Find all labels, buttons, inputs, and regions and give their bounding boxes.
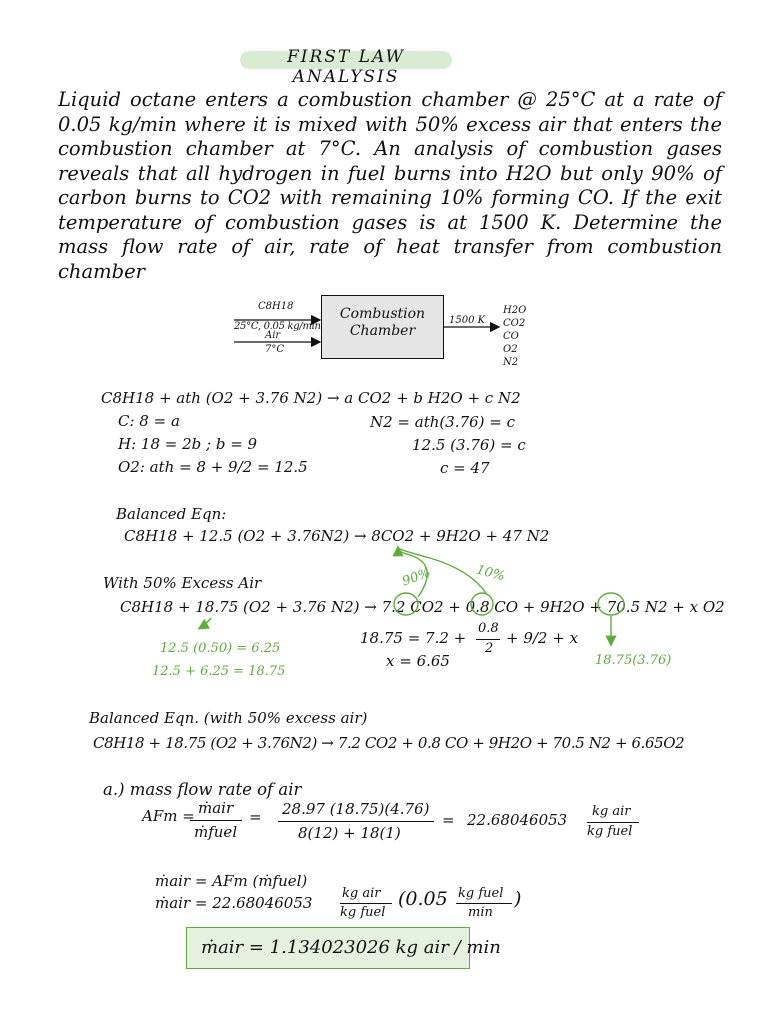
product-o2: O2 (503, 344, 518, 355)
mair-step1: ṁair = AFm (ṁfuel) (155, 872, 308, 890)
af-unit-num: kg air (592, 804, 631, 819)
af-result: 22.68046053 (467, 811, 568, 829)
page-title: FIRST LAW ANALYSIS (286, 47, 406, 87)
step2-unit-num: kg air (342, 886, 381, 901)
o2-balance-frac-den: 2 (485, 641, 494, 656)
product-n2: N2 (503, 357, 519, 368)
title-block (240, 47, 452, 87)
mair-step2: ṁair = 22.68046053 (155, 894, 313, 912)
combustion-chamber-box (321, 295, 444, 359)
combustion-diagram (232, 294, 532, 374)
af-frac2-bar (278, 821, 434, 822)
af-num2: 28.97 (18.75)(4.76) (282, 800, 430, 818)
balanced-equation: C8H18 + 12.5 (O2 + 3.76N2) → 8CO2 + 9H2O + 47 N2 (124, 527, 550, 545)
step2-close-paren: ) (514, 888, 522, 910)
product-h2o: H2O (503, 305, 527, 316)
air-temp: 7°C (265, 344, 285, 355)
final-eqn-label: Balanced Eqn. (with 50% excess air) (89, 709, 368, 727)
oxygen-balance: O2: ath = 8 + 9/2 = 12.5 (118, 458, 308, 476)
arrow-calc (200, 618, 211, 628)
note-10pct: 10% (474, 562, 507, 585)
af-num1: ṁair (198, 799, 234, 817)
af-frac1-bar (190, 820, 242, 821)
af-den2: 8(12) + 18(1) (298, 824, 401, 842)
af-eq1: = (249, 808, 262, 826)
nitrogen-sub: 12.5 (3.76) = c (412, 436, 526, 454)
step2-mult: (0.05 (398, 888, 448, 910)
step2-unit-bar (340, 903, 392, 904)
product-co: CO (503, 331, 519, 342)
part-a-label: a.) mass flow rate of air (103, 780, 302, 799)
calc-n2: 18.75(3.76) (595, 653, 672, 668)
o2-balance-frac-num: 0.8 (478, 621, 499, 636)
o2-frac-bar (476, 639, 500, 640)
final-equation: C8H18 + 18.75 (O2 + 3.76N2) → 7.2 CO2 + 0.8 CO + 9H2O + 70.5 N2 + 6.65O2 (93, 734, 685, 752)
final-answer-box (186, 927, 501, 969)
balanced-label: Balanced Eqn: (116, 505, 227, 523)
exit-temp: 1500 K (449, 315, 486, 326)
carbon-balance: C: 8 = a (118, 412, 180, 430)
hydrogen-balance: H: 18 = 2b ; b = 9 (118, 435, 258, 453)
excess-label: With 50% Excess Air (103, 574, 262, 592)
final-answer: ṁair = 1.134023026 kg air / min (201, 937, 501, 958)
af-eq2: = (442, 811, 455, 829)
af-lhs: AFm = (142, 807, 195, 825)
af-unit-den: kg fuel (587, 824, 633, 839)
step2-unit-den: kg fuel (340, 905, 386, 920)
step2-mult-bar (456, 903, 512, 904)
o2-balance-lhs: 18.75 = 7.2 + (360, 629, 467, 647)
problem-statement: Liquid octane enters a combustion chamber @ 25°C at a rate of 0.05 kg/min where it is mixed with 50% excess air that enters the combustion chamber at 7°C. An analysis of combustion gases reveals that all hydrogen in fuel burns into H2O but only 90% of carbon burns to CO2 with remaining 10% forming CO. If the exit temperature of combustion gases is at 1500 K. Determine the mass flow rate of air, rate of heat transfer from combustion chamber (58, 88, 722, 283)
air-label: Air (265, 330, 281, 341)
note-90pct: 90% (400, 565, 433, 590)
fuel-conditions: 25°C, 0.05 kg/min (234, 321, 321, 332)
excess-equation: C8H18 + 18.75 (O2 + 3.76 N2) → 7.2 CO2 + 0.8 CO + 9H2O + 70.5 N2 + x O2 (120, 598, 725, 616)
product-co2: CO2 (503, 318, 526, 329)
chamber-label: Combustion Chamber (339, 306, 426, 339)
fuel-label: C8H18 (258, 301, 294, 312)
nitrogen-balance: N2 = ath(3.76) = c (370, 413, 516, 431)
stoich-equation: C8H18 + ath (O2 + 3.76 N2) → a CO2 + b H2O + c N2 (101, 389, 521, 407)
step2-mult-num: kg fuel (458, 886, 504, 901)
c-result: c = 47 (440, 459, 490, 477)
calc-excess: 12.5 (0.50) = 6.25 (160, 641, 281, 656)
o2-balance-rhs: + 9/2 + x (506, 629, 579, 647)
af-unit-bar (587, 822, 639, 823)
calc-total-air: 12.5 + 6.25 = 18.75 (152, 664, 286, 679)
step2-mult-den: min (468, 905, 493, 920)
x-result: x = 6.65 (386, 652, 450, 670)
af-den1: ṁfuel (194, 823, 238, 841)
